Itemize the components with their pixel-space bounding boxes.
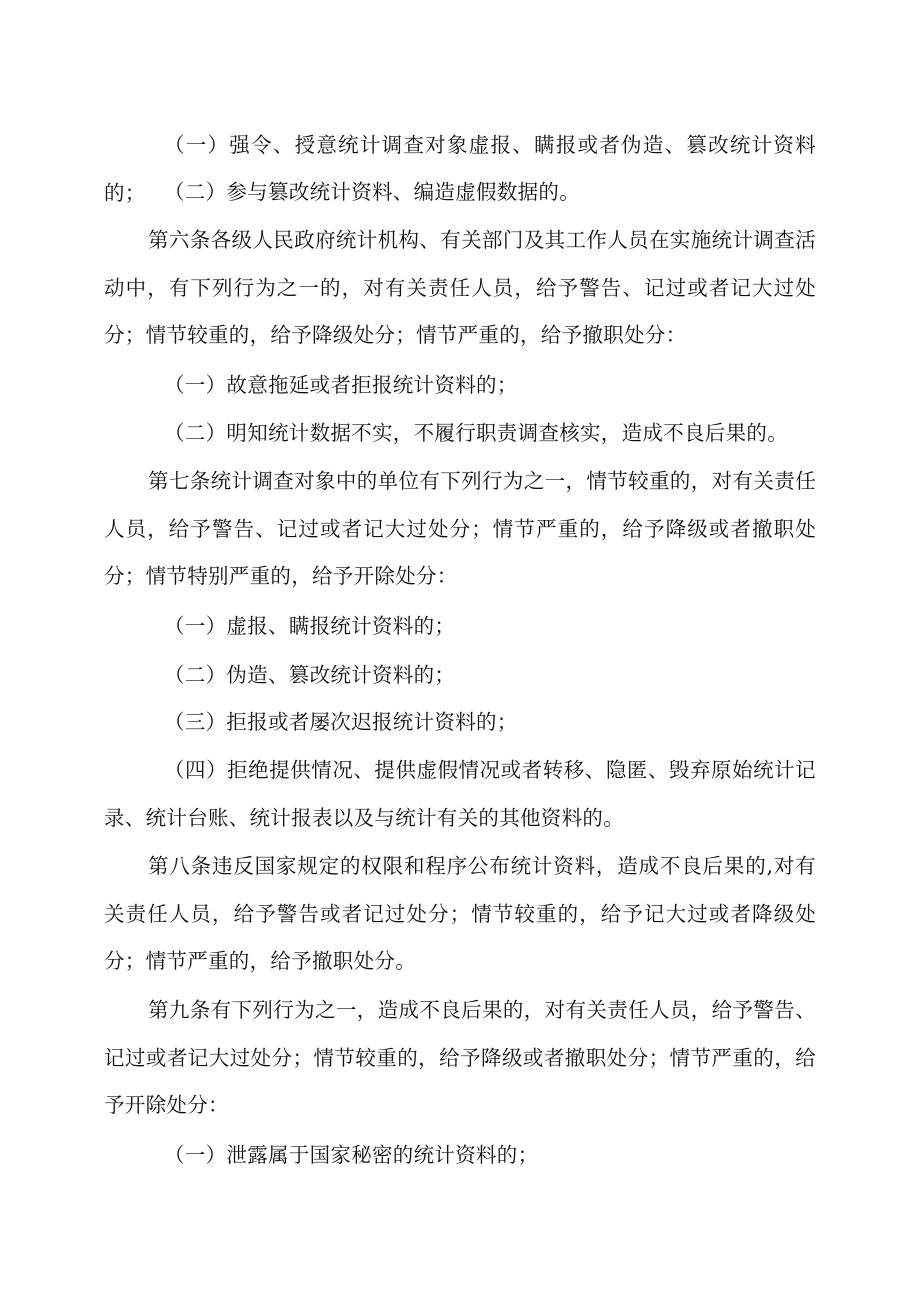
article-7-item-2: （二）伪造、篡改统计资料的； (164, 663, 456, 687)
article-7-item-1: （一）虚报、瞒报统计资料的； (164, 614, 456, 638)
article-6-item-1: （一）故意拖延或者拒报统计资料的； (164, 373, 518, 397)
article-8: 第八条违反国家规定的权限和程序公布统计资料，造成不良后果的,对有关责任人员，给予警告或者记过处分；情节较重的，给予记大过或者降级处分；情节严重的，给予撤职处分。 (104, 854, 816, 973)
article-9: 第九条有下列行为之一，造成不良后果的，对有关责任人员，给予警告、记过或者记大过处分；情节较重的，给予降级或者撤职处分；情节严重的，给予开除处分： (104, 998, 816, 1117)
article-6-item-2: （二）明知统计数据不实，不履行职责调查核实，造成不良后果的。 (164, 421, 788, 445)
article-6: 第六条各级人民政府统计机构、有关部门及其工作人员在实施统计调查活动中，有下列行为之一的，对有关责任人员，给予警告、记过或者记大过处分；情节较重的，给予降级处分；情节严重的，给予撤职处分： (104, 228, 816, 347)
article-7-item-4: （四）拒绝提供情况、提供虚假情况或者转移、隐匿、毁弃原始统计记录、统计台账、统计报表以及与统计有关的其他资料的。 (104, 758, 816, 830)
paragraph-item-2: （二）参与篡改统计资料、编造虚假数据的。 (164, 180, 580, 204)
article-9-item-1: （一）泄露属于国家秘密的统计资料的； (164, 1143, 539, 1167)
article-7-item-3: （三）拒报或者屡次迟报统计资料的； (164, 710, 518, 734)
article-7: 第七条统计调查对象中的单位有下列行为之一，情节较重的，对有关责任人员，给予警告、记过或者记大过处分；情节严重的，给予降级或者撤职处分；情节特别严重的，给予开除处分： (104, 469, 816, 588)
paragraph-item-1: （一）强令、授意统计调查对象虚报、瞒报或者伪造、篡改统计资料的； (104, 133, 816, 205)
